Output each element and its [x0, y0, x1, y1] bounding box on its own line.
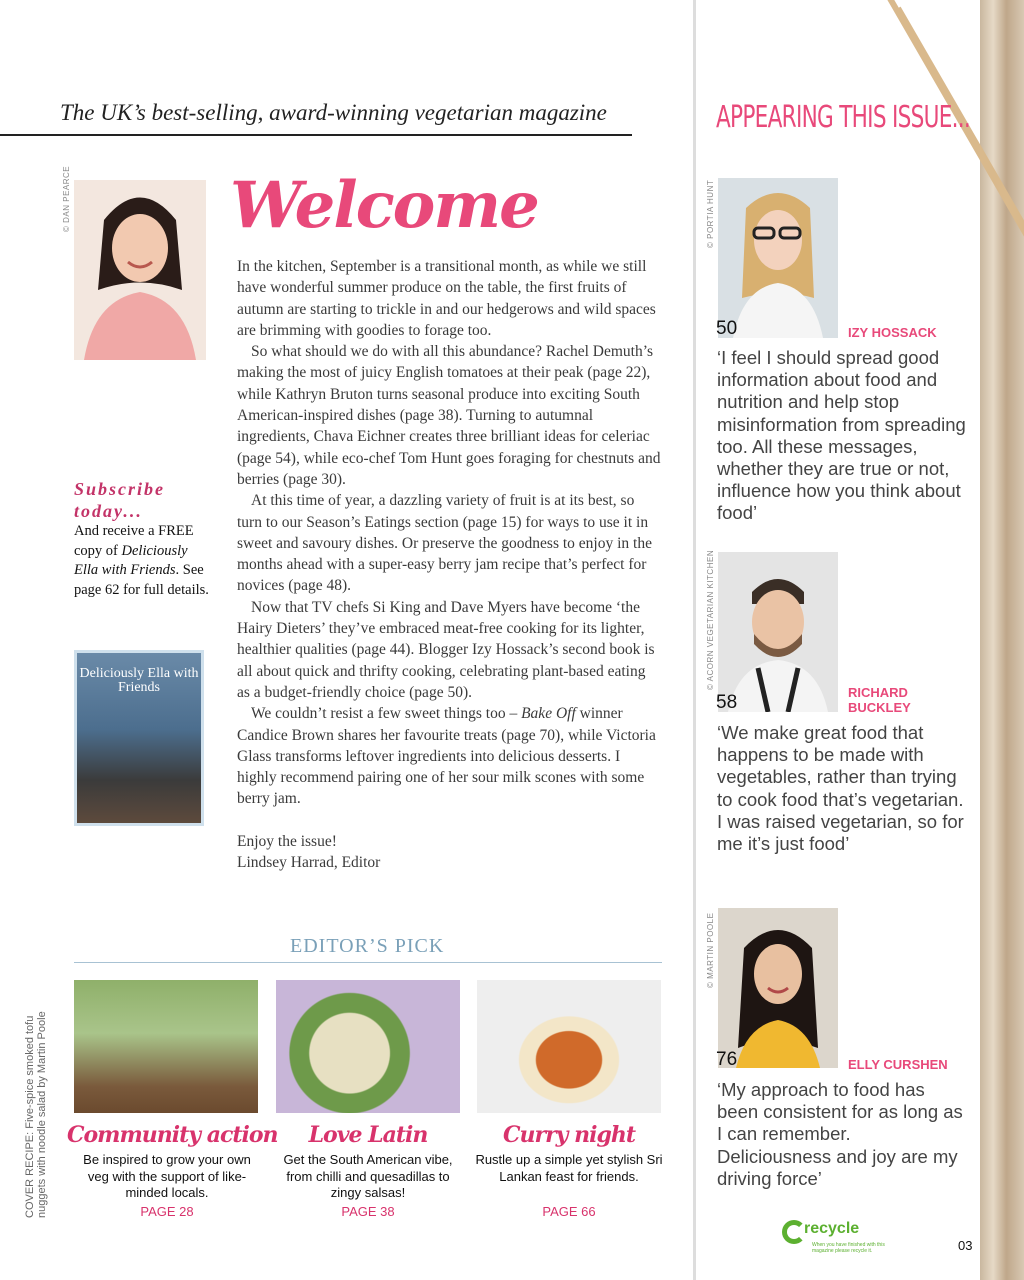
book-title-text: Deliciously Ella with Friends	[74, 542, 188, 578]
recycle-word: recycle	[804, 1220, 860, 1237]
cover-recipe-credit: COVER RECIPE: Five-spice smoked tofu nuggets with noodle salad by Martin Poole	[24, 1011, 48, 1218]
contributor-name: RICHARD BUCKLEY	[848, 685, 911, 715]
subscribe-line: . See page 62 for full details.	[74, 562, 209, 598]
photo-credit: © ACORN VEGETARIAN KITCHEN	[706, 549, 715, 690]
contributor-name: ELLY CURSHEN	[848, 1057, 948, 1072]
pick-image-community	[74, 980, 258, 1113]
pick-page-link[interactable]: PAGE 66	[542, 1204, 596, 1219]
welcome-title: Welcome	[230, 168, 538, 243]
contributor-photo	[718, 178, 838, 338]
wooden-background	[980, 0, 1024, 1280]
pick-title: Community action	[67, 1122, 278, 1148]
photo-credit: © DAN PEARCE	[62, 165, 71, 232]
signoff: Enjoy the issue!	[237, 832, 337, 850]
contributor-quote: ‘I feel I should spread good information about food and nutrition and help stop misinformation from spreading too. All these messages, whether they are true or not, influence how you think about food’	[717, 347, 966, 524]
photo-credit: © PORTIA HUNT	[706, 179, 715, 248]
contributor-name: IZY HOSSACK	[848, 325, 937, 340]
letter-text: winner Candice Brown shares her favourite treats (page 70), while Victoria Glass transforms leftover ingredients into delicious desserts. I highly recommend pairing one of her sour milk scones with some berry jam.	[237, 705, 656, 808]
contributor-page[interactable]: 76	[716, 1049, 738, 1070]
contributor-quote: ‘We make great food that happens to be made with vegetables, rather than trying to cook food that’s vegetarian. I was raised vegetarian, so for me it’s just food’	[717, 722, 964, 855]
pick-page-link[interactable]: PAGE 28	[140, 1204, 194, 1219]
subscribe-heading: Subscribe today...	[74, 479, 166, 521]
editor-photo	[74, 180, 206, 360]
letter-paragraph: In the kitchen, September is a transitional month, as while we still have wonderful summer produce on the table, the first fruits of autumn are starting to trickle in and our hedgerows and wild spaces are brimming with goodies to forage too.	[237, 258, 656, 339]
subscribe-text	[74, 522, 209, 600]
letter-text: We couldn’t resist a few sweet things too –	[251, 705, 522, 723]
pick-image-curry	[477, 980, 661, 1113]
contributor-photo	[718, 908, 838, 1068]
contributor-page[interactable]: 50	[716, 318, 738, 339]
subscribe-line: And receive a FREE copy of	[74, 523, 194, 559]
magazine-tagline: The UK’s best-selling, award-winning vegetarian magazine	[60, 100, 607, 125]
recycle-logo	[782, 1218, 902, 1258]
appearing-heading: APPEARING THIS ISSUE...	[716, 100, 971, 135]
pick-image-latin	[276, 980, 460, 1113]
editor-letter	[237, 256, 662, 873]
pick-description: Get the South American vibe, from chilli and quesadillas to zingy salsas!	[283, 1152, 453, 1200]
pick-title: Curry night	[502, 1122, 636, 1148]
book-cover	[74, 650, 204, 826]
show-title: Bake Off	[521, 705, 576, 723]
pick-page-link[interactable]: PAGE 38	[341, 1204, 395, 1219]
recycle-icon	[782, 1220, 806, 1244]
letter-paragraph: Now that TV chefs Si King and Dave Myers have become ‘the Hairy Dieters’ they’ve embraced meat-free cooking for its lighter, healthier qualities (page 44). Blogger Izy Hossack’s second book is all about quick and thrifty cooking, celebrating plant-based eating as a budget-friendly choice (page 50).	[237, 598, 655, 701]
pick-title: Love Latin	[308, 1122, 428, 1148]
editors-pick-rule	[74, 962, 662, 963]
editors-pick-label: EDITOR’S PICK	[290, 935, 445, 957]
recycle-note: When you have finished with this magazine please recycle it.	[812, 1242, 885, 1254]
tagline-rule	[0, 134, 632, 136]
pick-description: Rustle up a simple yet stylish Sri Lankan feast for friends.	[475, 1152, 663, 1184]
book-cover-title: Deliciously Ella with Friends	[79, 666, 199, 695]
contributor-page[interactable]: 58	[716, 692, 738, 713]
page-number: 03	[958, 1238, 973, 1253]
contributor-quote: ‘My approach to food has been consistent for as long as I can remember. Deliciousness and joy are my driving force’	[717, 1079, 963, 1189]
signature: Lindsey Harrad, Editor	[237, 854, 381, 872]
contributor-photo	[718, 552, 838, 712]
letter-paragraph: So what should we do with all this abundance? Rachel Demuth’s making the most of juicy English tomatoes at their peak (page 22), while Kathryn Bruton turns seasonal produce into exciting South American-inspired dishes (page 38). Turning to autumnal ingredients, Chava Eichner creates three brilliant ideas for celeriac (page 54), while eco-chef Tom Hunt goes foraging for chestnuts and berries (page 30).	[237, 343, 661, 488]
letter-paragraph	[237, 703, 662, 809]
letter-paragraph: At this time of year, a dazzling variety of fruit is at its best, so turn to our Season’s Eatings section (page 15) for ways to use it in sweet and savoury dishes. Or preserve the goodness to enjoy in the months ahead with a super-easy berry jam recipe that’s perfect for novices (page 48).	[237, 492, 652, 595]
photo-credit: © MARTIN POOLE	[706, 912, 715, 988]
pick-description: Be inspired to grow your own veg with the support of like-minded locals.	[83, 1152, 251, 1200]
sidebar-divider	[693, 0, 696, 1280]
